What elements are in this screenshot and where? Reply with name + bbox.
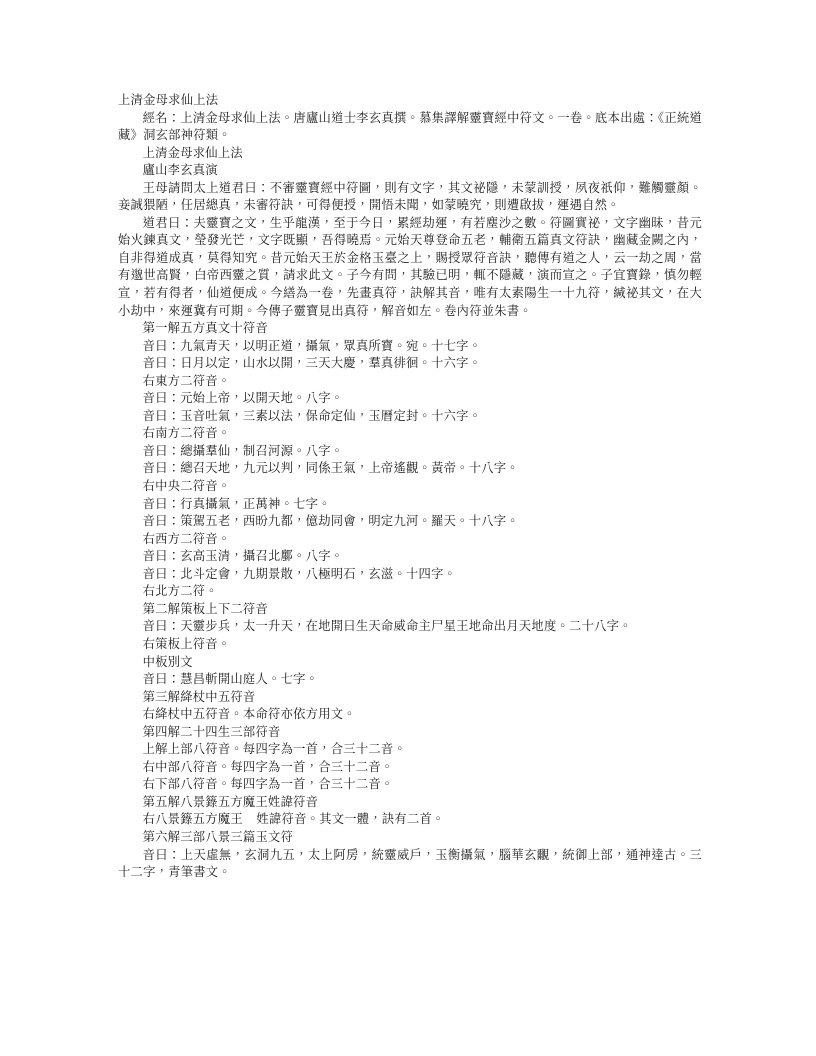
main-heading: 上清金母求仙上法 [142,145,243,160]
section-2-upper-note: 右策板上符音。 [142,636,231,651]
section-5-line-1-part-a: 右八景籙五方魔王 [142,812,243,827]
colophon-paragraph: 經名：上清金母求仙上法。唐廬山道士李玄真撰。慕集譯解靈寶經中符文。一卷。底本出處：《正統道藏》洞玄部神符類。 [118,110,702,143]
section-4-heading: 第四解二十四生三部符音 [142,724,281,739]
section-1-east-note: 右東方二符音。 [142,373,231,388]
section-5-heading: 第五解八景籙五方魔王姓諱符音 [142,794,319,809]
section-4-lower-note: 右下部八符音。每四字為一首，合三十二音。 [142,777,394,792]
section-1-line-6: 音曰：總召天地，九元以判，同係王氣，上帝遙觀。黃帝。十八字。 [142,461,519,476]
section-1-line-3: 音曰：元始上帝，以開天地。八字。 [142,391,344,406]
section-1-line-2: 音曰：日月以定，山水以開，三天大慶，羣真徘徊。十六字。 [142,356,482,371]
section-4-middle-note: 右中部八符音。每四字為一首，合三十二音。 [142,759,394,774]
section-5-line-1 [118,811,702,829]
document-title: 上清金母求仙上法 [118,93,219,107]
section-1-line-5: 音曰：總攝羣仙，制召河源。八字。 [142,443,344,458]
section-1-south-note: 右南方二符音。 [142,426,231,441]
daojun-answer-paragraph: 道君曰：夫靈寶之文，生乎龍漢，至于今日，累經劫運，有若塵沙之數。符圖實祕，文字幽昧，昔元始火鍊真文，瑩發光芒，文字既顯，吾得曉焉。元始天尊登命五老，輔衛五篇真文符訣，幽藏金闕之內，自非得道成真，莫得知究。昔元始天王於金格玉臺之上，賜授眾符音訣，聽傳有道之人，云一劫之周，當有邈世高賢，白帝西靈之質，請求此文。子今有問，其驗已明，輒不隱藏，演而宣之。子宜寶錄，慎勿輕宣，若有得者，仙道便成。今繕為一卷，先畫真符，訣解其音，唯有太素陽生一十九符，緘祕其文，在大小劫中，來運冀有可期。今傳子靈寶見出真符，解音如左。卷內符並朱書。 [118,215,702,318]
section-5-line-1-part-b: 姓諱符音。其文一體，訣有二首。 [256,812,445,827]
section-3-line-1: 右絳杖中五符音。本命符亦依方用文。 [142,707,356,722]
section-1-center-note: 右中央二符音。 [142,479,231,494]
author-attribution: 廬山李玄真演 [142,163,218,178]
section-1-heading: 第一解五方真文十符音 [142,321,269,336]
section-1-line-1: 音曰：九氣青天，以明正道，攝氣，眾真所寶。宛。十七字。 [142,338,482,353]
section-1-line-10: 音曰：北斗定會，九期景散，八極明石，玄滋。十四字。 [142,566,457,581]
section-4-upper-note: 上解上部八符音。每四字為一首，合三十二音。 [142,742,406,757]
section-2-middle-heading: 中板別文 [142,654,193,669]
section-1-line-8: 音曰：策駕五老，西昐九都，億劫同會，明定九河。羅天。十八字。 [142,514,519,529]
document-body [118,92,702,882]
section-1-line-9: 音曰：玄高玉清，攝召北鄽。八字。 [142,549,344,564]
section-2-heading: 第二解策板上下二符音 [142,601,269,616]
wangmu-question-paragraph: 王母請問太上道君曰：不審靈寶經中符圖，則有文字，其文祕隱，未蒙訓授，夙夜祇仰，難觸靈顏。妾誠猥陋，任居總真，未審符訣，可得便授，開悟未聞，如蒙曉究，則遭啟拔，運遇自然。 [118,180,702,213]
section-2-line-2: 音曰：慧昌斬開山庭人。七字。 [142,672,319,687]
section-6-line-1: 音曰：上天虛無，玄洞九五，太上阿房，統靈威戶，玉衡攝氣，腦華玄覼，統御上部，通神達古。三十二字，青筆書文。 [118,847,702,880]
section-2-line-1: 音曰：天靈步兵，太一升天，在地開曰生天命威命主尸星王地命出月天地度。二十八字。 [142,619,632,634]
section-1-north-note: 右北方二符。 [142,584,218,599]
section-1-line-4: 音曰：玉音吐氣，三素以法，保命定仙，玉曆定封。十六字。 [142,408,482,423]
section-6-heading: 第六解三部八景三篇玉文符 [142,829,294,844]
section-1-west-note: 右西方二符音。 [142,531,231,546]
section-3-heading: 第三解絳杖中五符音 [142,689,256,704]
section-1-line-7: 音曰：行真攝氣，正萬神。七字。 [142,496,331,511]
